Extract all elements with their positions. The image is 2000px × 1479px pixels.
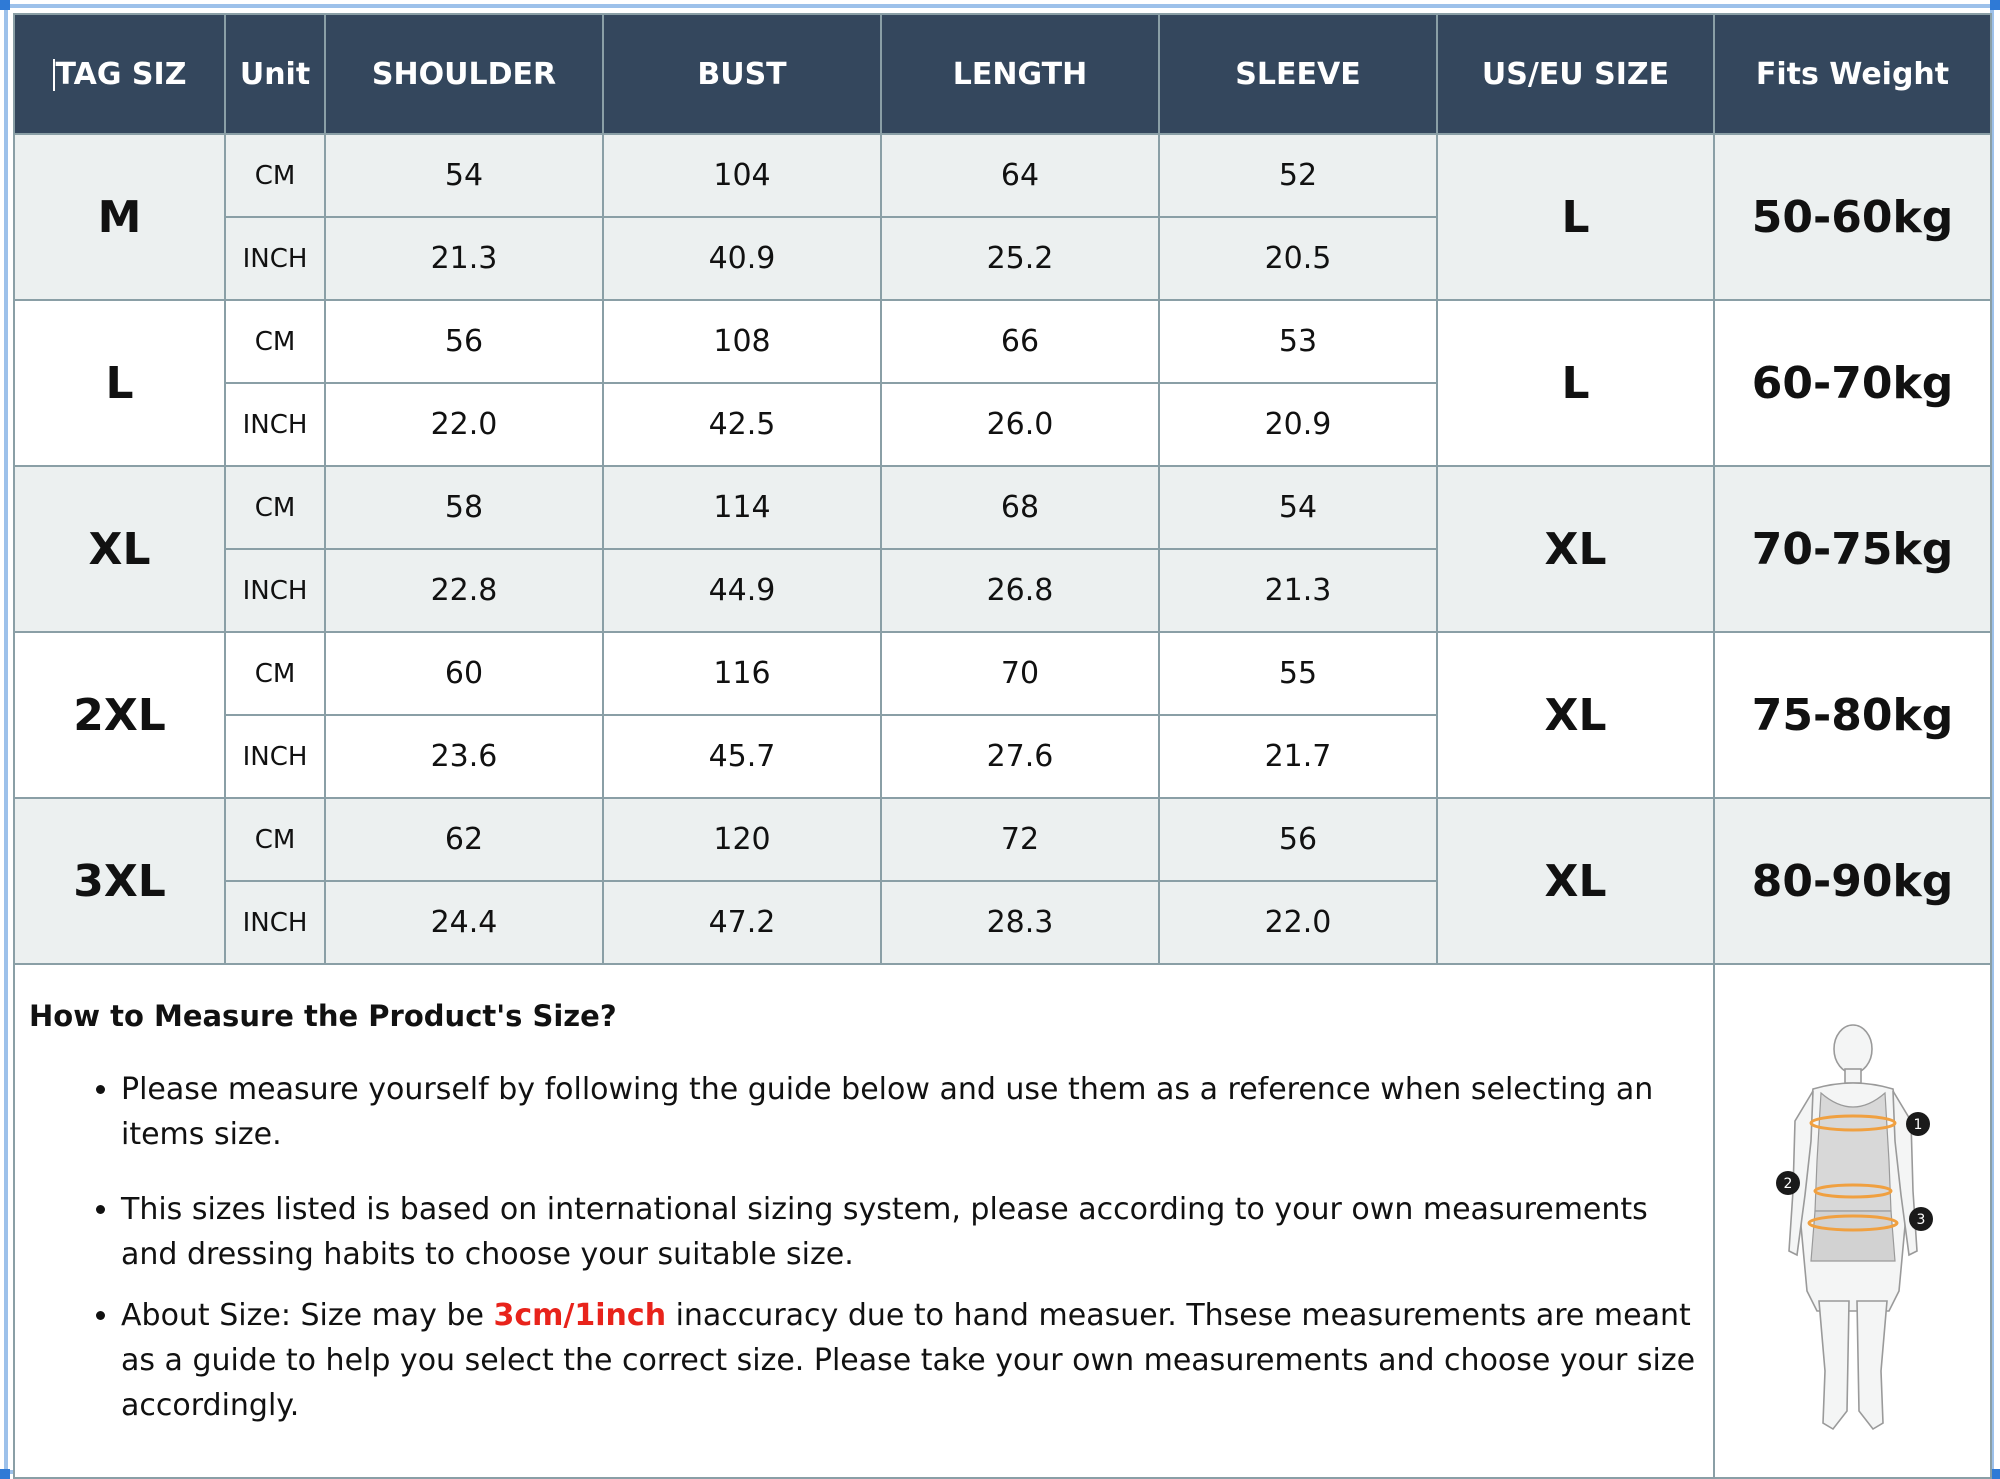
list-item — [121, 1293, 1699, 1428]
header-shoulder: SHOULDER — [325, 14, 603, 134]
shoulder-cell: 24.4 — [325, 881, 603, 964]
accuracy-highlight: 3cm/1inch — [493, 1298, 667, 1333]
list-item-text: About Size: Size may be — [121, 1298, 494, 1333]
sleeve-cell: 53 — [1159, 300, 1437, 383]
length-cell: 70 — [881, 632, 1159, 715]
header-length: LENGTH — [881, 14, 1159, 134]
us-eu-size-cell: L — [1437, 134, 1714, 300]
bust-cell: 42.5 — [603, 383, 881, 466]
text-cursor — [53, 59, 55, 91]
bust-cell: 116 — [603, 632, 881, 715]
unit-cell: INCH — [225, 881, 325, 964]
length-cell: 27.6 — [881, 715, 1159, 798]
list-item-text: This sizes listed is based on international sizing system, please according to your own measurements and dressing habits to choose your suitable size. — [121, 1192, 1648, 1272]
bust-cell: 44.9 — [603, 549, 881, 632]
bust-cell: 40.9 — [603, 217, 881, 300]
table-row — [14, 134, 1991, 217]
resize-handle-top-right[interactable] — [1990, 0, 2000, 10]
measure-guide-title: How to Measure the Product's Size? — [29, 999, 617, 1033]
us-eu-size-cell: XL — [1437, 798, 1714, 964]
fits-weight-cell: 50-60kg — [1714, 134, 1991, 300]
notes-row — [14, 964, 1991, 1478]
sleeve-cell: 20.5 — [1159, 217, 1437, 300]
sleeve-cell: 55 — [1159, 632, 1437, 715]
unit-cell: CM — [225, 134, 325, 217]
us-eu-size-cell: XL — [1437, 466, 1714, 632]
marker-label: 2 — [1783, 1176, 1792, 1192]
measure-guide-cell[interactable] — [14, 964, 1714, 1478]
shoulder-cell: 21.3 — [325, 217, 603, 300]
list-item-text: inaccuracy due to hand measuer. Thsese measurements are meant as a guide to help you select the correct size. Please take your own measurements and choose your size accordingly. — [121, 1298, 1696, 1423]
shoulder-cell: 22.0 — [325, 383, 603, 466]
table-row — [14, 798, 1991, 881]
tag-size-cell: 2XL — [14, 632, 225, 798]
shoulder-cell: 54 — [325, 134, 603, 217]
list-item — [121, 1187, 1699, 1277]
fits-weight-cell: 75-80kg — [1714, 632, 1991, 798]
sleeve-cell: 21.3 — [1159, 549, 1437, 632]
header-bust: BUST — [603, 14, 881, 134]
shoulder-cell: 58 — [325, 466, 603, 549]
us-eu-size-cell: L — [1437, 300, 1714, 466]
shoulder-cell: 22.8 — [325, 549, 603, 632]
body-figure-cell — [1714, 964, 1991, 1478]
table-row — [14, 632, 1991, 715]
unit-cell: CM — [225, 300, 325, 383]
marker-label: 1 — [1913, 1117, 1922, 1133]
tag-size-cell: 3XL — [14, 798, 225, 964]
unit-cell: CM — [225, 798, 325, 881]
header-fits-weight: Fits Weight — [1714, 14, 1991, 134]
header-us-eu-size: US/EU SIZE — [1437, 14, 1714, 134]
length-cell: 66 — [881, 300, 1159, 383]
shoulder-cell: 23.6 — [325, 715, 603, 798]
length-cell: 28.3 — [881, 881, 1159, 964]
shoulder-cell: 60 — [325, 632, 603, 715]
header-row — [14, 14, 1991, 134]
tag-size-cell: M — [14, 134, 225, 300]
length-cell: 64 — [881, 134, 1159, 217]
unit-cell: INCH — [225, 549, 325, 632]
resize-handle-top-left[interactable] — [0, 0, 10, 10]
sleeve-cell: 54 — [1159, 466, 1437, 549]
sleeve-cell: 22.0 — [1159, 881, 1437, 964]
unit-cell: INCH — [225, 383, 325, 466]
resize-handle-bottom-left[interactable] — [0, 1469, 10, 1479]
header-unit: Unit — [225, 14, 325, 134]
unit-cell: CM — [225, 632, 325, 715]
table-row — [14, 300, 1991, 383]
sleeve-cell: 56 — [1159, 798, 1437, 881]
fits-weight-cell: 60-70kg — [1714, 300, 1991, 466]
bust-cell: 47.2 — [603, 881, 881, 964]
shoulder-cell: 62 — [325, 798, 603, 881]
tag-size-cell: L — [14, 300, 225, 466]
bust-cell: 104 — [603, 134, 881, 217]
us-eu-size-cell: XL — [1437, 632, 1714, 798]
measure-guide-list — [29, 1067, 1699, 1428]
unit-cell: INCH — [225, 715, 325, 798]
sleeve-cell: 21.7 — [1159, 715, 1437, 798]
length-cell: 25.2 — [881, 217, 1159, 300]
sleeve-cell: 20.9 — [1159, 383, 1437, 466]
shoulder-cell: 56 — [325, 300, 603, 383]
bust-cell: 114 — [603, 466, 881, 549]
bust-cell: 108 — [603, 300, 881, 383]
tag-size-cell: XL — [14, 466, 225, 632]
bust-cell: 120 — [603, 798, 881, 881]
size-chart-table[interactable] — [13, 13, 1992, 1479]
header-sleeve: SLEEVE — [1159, 14, 1437, 134]
bust-cell: 45.7 — [603, 715, 881, 798]
list-item: • Please measure yourself by following the guide below and use them as a reference when selecting an items size. — [121, 1067, 1699, 1157]
fits-weight-cell: 80-90kg — [1714, 798, 1991, 964]
body-measurement-figure — [1753, 1011, 1953, 1431]
length-cell: 72 — [881, 798, 1159, 881]
unit-cell: INCH — [225, 217, 325, 300]
length-cell: 68 — [881, 466, 1159, 549]
marker-label: 3 — [1916, 1212, 1925, 1228]
table-row — [14, 466, 1991, 549]
fits-weight-cell: 70-75kg — [1714, 466, 1991, 632]
length-cell: 26.8 — [881, 549, 1159, 632]
length-cell: 26.0 — [881, 383, 1159, 466]
unit-cell: CM — [225, 466, 325, 549]
header-tag-size[interactable]: TAG SIZ — [14, 14, 225, 134]
sleeve-cell: 52 — [1159, 134, 1437, 217]
